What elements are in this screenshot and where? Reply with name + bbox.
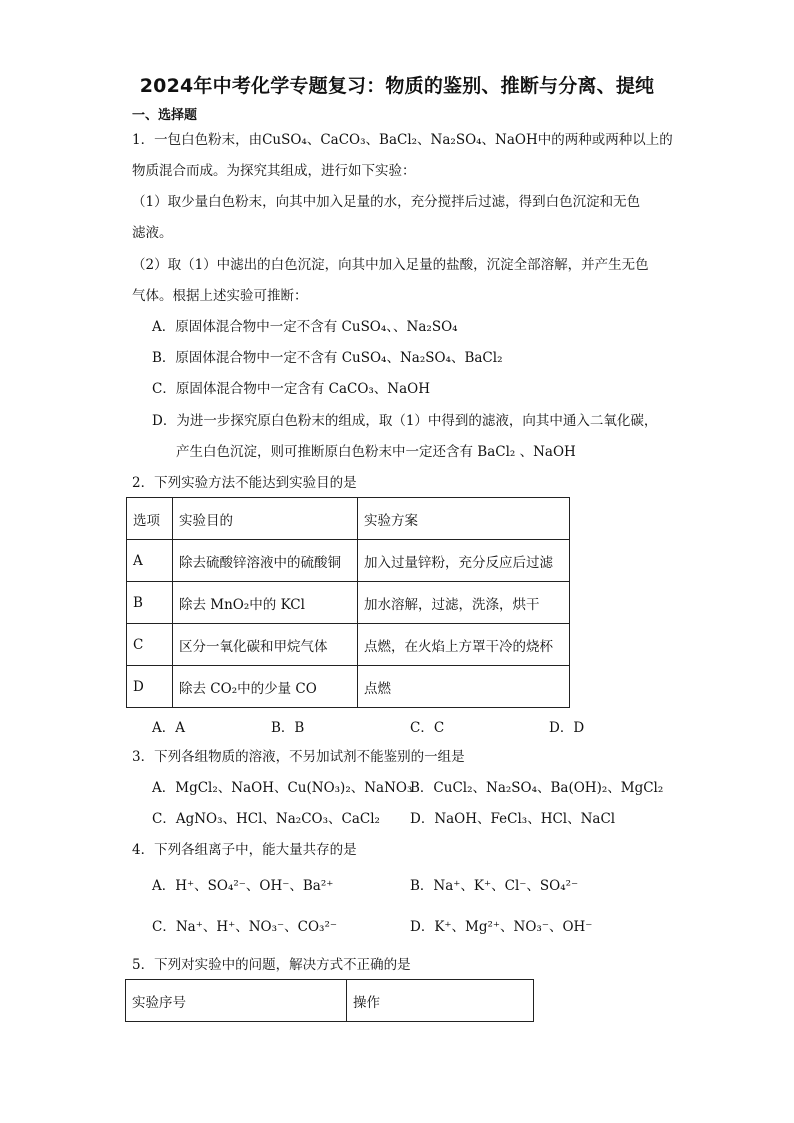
q1-option-b: B．原固体混合物中一定不含有 CuSO₄、Na₂SO₄、BaCl₂ xyxy=(152,350,503,366)
q1-option-d-line1: D．为进一步探究原白色粉末的组成，取（1）中得到的滤液，向其中通入二氧化碳， xyxy=(152,413,658,429)
q2-option-c: C．C xyxy=(410,720,445,736)
table-cell: 区分一氧化碳和甲烷气体 xyxy=(173,624,358,666)
q3-option-b: B．CuCl₂、Na₂SO₄、Ba(OH)₂、MgCl₂ xyxy=(410,780,664,796)
table-row xyxy=(127,582,570,624)
table-row xyxy=(127,540,570,582)
table-row xyxy=(127,624,570,666)
q1-stem-line2: 物质混合而成。为探究其组成，进行如下实验： xyxy=(132,163,416,179)
table-header-row xyxy=(127,498,570,540)
table-cell: B xyxy=(127,582,173,624)
q4-option-b: B．Na⁺、K⁺、Cl⁻、SO₄²⁻ xyxy=(410,878,579,894)
table-cell: 点燃 xyxy=(358,666,570,708)
table-cell: 加入过量锌粉，充分反应后过滤 xyxy=(358,540,570,582)
table-cell: D xyxy=(127,666,173,708)
q4-option-c: C．Na⁺、H⁺、NO₃⁻、CO₃²⁻ xyxy=(152,919,337,935)
q3-option-d: D．NaOH、FeCl₃、HCl、NaCl xyxy=(410,811,616,827)
table-header-cell: 实验目的 xyxy=(173,498,358,540)
q1-option-d-line2: 产生白色沉淀，则可推断原白色粉末中一定还含有 BaCl₂ 、NaOH xyxy=(176,444,576,460)
q4-option-a: A．H⁺、SO₄²⁻、OH⁻、Ba²⁺ xyxy=(152,878,334,894)
table-header-cell: 实验序号 xyxy=(126,980,347,1022)
table-cell: 点燃，在火焰上方罩干冷的烧杯 xyxy=(358,624,570,666)
q5-table xyxy=(125,979,534,1022)
q3-stem: 3．下列各组物质的溶液，不另加试剂不能鉴别的一组是 xyxy=(132,749,465,765)
table-row xyxy=(127,666,570,708)
q4-stem: 4．下列各组离子中，能大量共存的是 xyxy=(132,842,357,858)
q1-step1-line2: 滤液。 xyxy=(132,225,173,241)
q5-stem: 5．下列对实验中的问题，解决方式不正确的是 xyxy=(132,957,411,973)
q2-table xyxy=(126,497,570,708)
q4-option-d: D．K⁺、Mg²⁺、NO₃⁻、OH⁻ xyxy=(410,919,593,935)
section-heading: 一、选择题 xyxy=(132,108,198,123)
q3-option-c: C．AgNO₃、HCl、Na₂CO₃、CaCl₂ xyxy=(152,811,380,827)
table-cell: C xyxy=(127,624,173,666)
q2-option-d: D．D xyxy=(549,720,585,736)
table-cell: 除去 MnO₂中的 KCl xyxy=(173,582,358,624)
q1-step1-line1: （1）取少量白色粉末，向其中加入足量的水，充分搅拌后过滤，得到白色沉淀和无色 xyxy=(132,194,641,210)
q2-option-b: B．B xyxy=(271,720,305,736)
table-header-cell: 实验方案 xyxy=(358,498,570,540)
table-header-row xyxy=(126,980,534,1022)
document-title: 2024年中考化学专题复习：物质的鉴别、推断与分离、提纯 xyxy=(139,75,655,97)
q1-option-a: A．原固体混合物中一定不含有 CuSO₄、、Na₂SO₄ xyxy=(152,319,458,335)
q1-stem-line1: 1．一包白色粉末，由CuSO₄、CaCO₃、BaCl₂、Na₂SO₄、NaOH中的两种或两种以上的 xyxy=(132,132,673,148)
q2-option-a: A．A xyxy=(152,720,185,736)
table-cell: 除去硫酸锌溶液中的硫酸铜 xyxy=(173,540,358,582)
q1-step2-line2: 气体。根据上述实验可推断： xyxy=(132,288,308,304)
q2-stem: 2．下列实验方法不能达到实验目的是 xyxy=(132,475,357,491)
table-cell: A xyxy=(127,540,173,582)
table-cell: 加水溶解，过滤，洗涤，烘干 xyxy=(358,582,570,624)
table-header-cell: 操作 xyxy=(347,980,534,1022)
q3-option-a: A．MgCl₂、NaOH、Cu(NO₃)₂、NaNO₃ xyxy=(152,780,413,796)
table-header-cell: 选项 xyxy=(127,498,173,540)
table-cell: 除去 CO₂中的少量 CO xyxy=(173,666,358,708)
q1-option-c: C．原固体混合物中一定含有 CaCO₃、NaOH xyxy=(152,381,431,397)
q1-step2-line1: （2）取（1）中滤出的白色沉淀，向其中加入足量的盐酸，沉淀全部溶解，并产生无色 xyxy=(132,257,649,273)
